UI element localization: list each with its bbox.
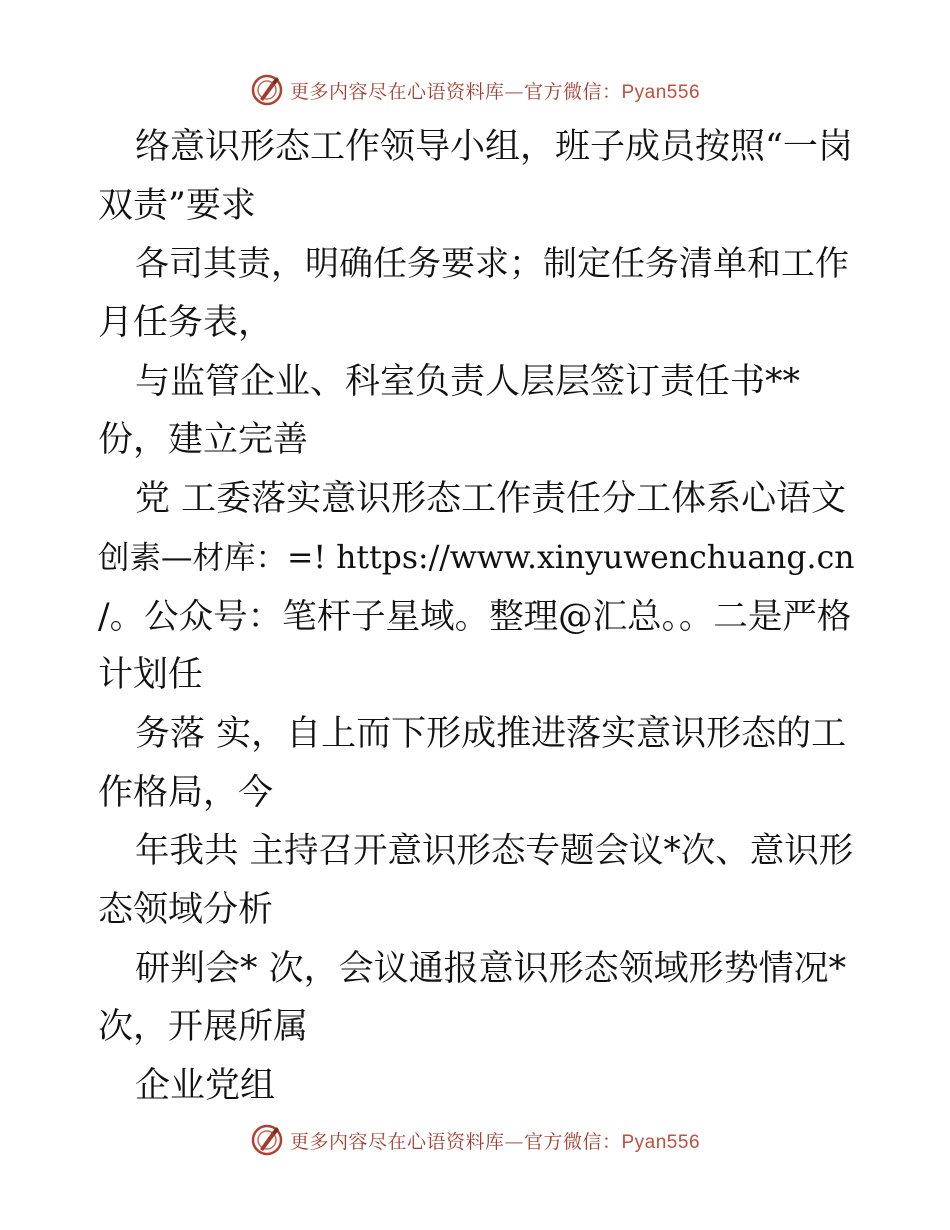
text-line: 双责”要求 xyxy=(98,185,256,226)
text-line: 年我共 主持召开意识形态专题会议*次、意识形 xyxy=(135,831,854,872)
text-line: 络意识形态工作领导小组，班子成员按照“一岗 xyxy=(135,127,853,167)
text-line: 月任务表， xyxy=(98,303,274,344)
watermark-text: 更多内容尽在心语资料库—官方微信：Pyan556 xyxy=(289,80,701,103)
text-line: 创素—材库：=! https://www.xinyuwenchuang.cn xyxy=(98,539,855,576)
text-line: 各司其责，明确任务要求；制定任务清单和工作 xyxy=(135,244,849,285)
pen-nib-logo-icon xyxy=(250,73,284,107)
text-line: 作格局，今 xyxy=(98,772,274,813)
header-watermark-banner xyxy=(0,70,950,110)
pen-nib-logo-icon xyxy=(250,1123,284,1157)
text-line: 务落 实，自上而下形成推进落实意识形态的工 xyxy=(135,713,847,754)
text-line: 态领域分析 xyxy=(98,889,274,930)
document-body xyxy=(98,118,858,1116)
text-line: 与监管企业、科室负责人层层签订责任书** xyxy=(135,361,801,402)
text-line: 计划任 xyxy=(98,655,204,696)
text-line: /。公众号：笔杆子星域。整理@汇总。。二是严格 xyxy=(98,596,852,637)
footer-watermark-banner xyxy=(0,1120,950,1160)
text-line: 研判会* 次，会议通报意识形态领域形势情况* xyxy=(135,948,847,989)
text-line: 企业党组 xyxy=(135,1066,276,1106)
watermark-text: 更多内容尽在心语资料库—官方微信：Pyan556 xyxy=(289,1130,701,1153)
text-line: 份，建立完善 xyxy=(98,420,309,461)
text-line: 次，开展所属 xyxy=(98,1007,309,1048)
text-line: 党 工委落实意识形态工作责任分工体系心语文 xyxy=(135,479,847,520)
